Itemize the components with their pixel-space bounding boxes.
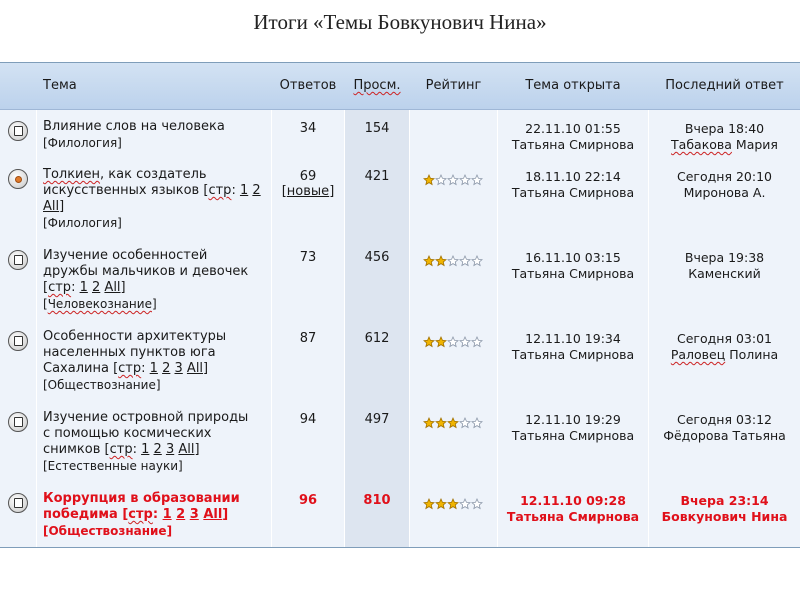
topic-title-word: Толкиен [43, 167, 101, 182]
category-name: Человекознание [47, 297, 152, 311]
views-count: 810 [363, 493, 391, 508]
last-reply-info [649, 331, 800, 363]
category-label[interactable]: [Филология] [43, 136, 122, 150]
replies-value: 96 [298, 493, 318, 508]
page-link-1[interactable]: 1 [141, 442, 150, 457]
page-link-2[interactable]: 2 [252, 183, 261, 198]
page-link-1[interactable]: 1 [79, 280, 88, 295]
page-link-3[interactable]: 3 [165, 442, 175, 457]
page-link-all[interactable]: All [104, 280, 121, 295]
last-reply-date[interactable]: Вчера 18:40 [684, 121, 765, 136]
replies-count [272, 250, 344, 265]
topic-title-line: населенных пунктов юга [43, 345, 216, 360]
category-label[interactable]: [Естественные науки] [43, 459, 183, 473]
topics-table [0, 62, 800, 548]
pages-prefix: стр [208, 183, 232, 198]
star-filled-icon [423, 498, 435, 510]
page-link-all[interactable]: All [43, 199, 60, 214]
opened-date: 12.11.10 19:34 [525, 331, 621, 346]
last-reply-info [649, 169, 800, 201]
opened-info [498, 169, 648, 201]
last-reply-date[interactable]: Сегодня 20:10 [677, 169, 772, 184]
category-label[interactable]: [Обществознание] [43, 524, 173, 538]
pages-nav: [стр: 1 2 All] [43, 183, 261, 214]
topic-icon [8, 493, 28, 513]
last-reply-author[interactable]: Табакова Мария [671, 137, 778, 152]
opened-author[interactable]: Татьяна Смирнова [506, 509, 640, 524]
topic-title-line: дружбы мальчиков и девочек [43, 264, 249, 279]
topic-cell [43, 248, 269, 313]
star-filled-icon [435, 417, 447, 429]
views-count: 154 [364, 121, 390, 136]
topic-icon [8, 412, 28, 432]
star-empty-icon [459, 498, 471, 510]
replies-count: 69 [новые] [281, 169, 335, 199]
opened-info [498, 121, 648, 153]
replies-value: 69 [299, 169, 317, 184]
page-link-1[interactable]: 1 [149, 361, 158, 376]
topic-cell [43, 491, 269, 540]
views-count: 497 [364, 412, 390, 427]
hot-topic-icon [8, 169, 28, 189]
topic-title-line: Влияние слов на человека [43, 119, 225, 134]
last-reply-date[interactable]: Вчера 19:38 [684, 250, 765, 265]
topic-link[interactable] [43, 167, 207, 198]
star-empty-icon [459, 174, 471, 186]
last-author-surname: Табакова [671, 137, 732, 152]
star-filled-icon [435, 255, 447, 267]
star-empty-icon [459, 336, 471, 348]
opened-date: 12.11.10 09:28 [520, 493, 626, 508]
replies-count [272, 121, 344, 136]
star-empty-icon [471, 498, 483, 510]
header-views[interactable] [345, 78, 409, 93]
replies-count [272, 412, 344, 427]
last-author-surname: Раловец [670, 347, 726, 362]
new-posts-link[interactable]: новые [286, 184, 330, 199]
header-topic[interactable]: Тема [43, 78, 77, 93]
last-reply-info [649, 250, 800, 282]
page-link-3[interactable]: 3 [174, 361, 183, 376]
opened-info [498, 412, 648, 444]
opened-author[interactable]: Татьяна Смирнова [511, 428, 635, 443]
topic-icon [8, 121, 28, 141]
opened-info [498, 250, 648, 282]
opened-date: 22.11.10 01:55 [525, 121, 621, 136]
pages-nav: [стр: 1 2 All] [43, 280, 126, 295]
topic-cell [43, 329, 269, 394]
star-empty-icon [471, 174, 483, 186]
last-reply-author[interactable]: Каменский [688, 266, 761, 281]
pages-prefix: стр [118, 361, 142, 376]
topic-title-line: Изучение островной природы [43, 410, 249, 425]
pages-prefix: стр [128, 507, 153, 522]
star-empty-icon [471, 336, 483, 348]
header-last-reply[interactable]: Последний ответ [665, 78, 784, 93]
replies-count [272, 493, 344, 508]
page-link-2[interactable]: 2 [162, 361, 171, 376]
opened-date: 12.11.10 19:29 [525, 412, 621, 427]
star-filled-icon [423, 417, 435, 429]
last-reply-info [649, 412, 800, 444]
star-filled-icon [435, 336, 447, 348]
topic-title-line: Коррупция в образовании [43, 491, 240, 506]
page-link-3[interactable]: 3 [189, 507, 199, 522]
topic-title-line: Толкиен, как создатель [43, 167, 207, 182]
last-reply-date[interactable]: Сегодня 03:12 [677, 412, 772, 427]
star-empty-icon [435, 174, 447, 186]
category-label[interactable]: [Человекознание] [43, 297, 157, 311]
topic-title-line: Сахалина [43, 361, 109, 376]
page-link-2[interactable]: 2 [92, 280, 101, 295]
page-link-2[interactable]: 2 [153, 442, 162, 457]
topic-icon [8, 331, 28, 351]
topic-title-line: Изучение особенностей [43, 248, 208, 263]
pages-prefix: стр [48, 280, 72, 295]
topic-cell [43, 167, 269, 232]
topic-link[interactable] [43, 248, 248, 279]
topic-title-line: Особенности архитектуры [43, 329, 227, 344]
header-rating[interactable]: Рейтинг [425, 78, 482, 93]
topic-title-line: искусственных языков [43, 183, 200, 198]
replies-value: 87 [299, 331, 317, 346]
opened-author[interactable]: Татьяна Смирнова [511, 347, 635, 362]
pages-prefix: стр [109, 442, 133, 457]
category-label[interactable]: [Филология] [43, 216, 122, 230]
rating-stars [423, 333, 483, 347]
star-filled-icon [447, 417, 459, 429]
pages-nav: [стр: 1 2 3 All] [108, 361, 209, 376]
opened-author[interactable]: Татьяна Смирнова [511, 137, 635, 152]
views-count: 456 [364, 250, 390, 265]
header-opened[interactable]: Тема открыта [525, 78, 621, 93]
star-empty-icon [447, 336, 459, 348]
opened-info [498, 331, 648, 363]
star-filled-icon [447, 498, 459, 510]
opened-date: 18.11.10 22:14 [525, 169, 621, 184]
category-label[interactable]: [Обществознание] [43, 378, 161, 392]
opened-author[interactable]: Татьяна Смирнова [511, 266, 635, 281]
star-empty-icon [471, 255, 483, 267]
topic-cell [43, 119, 269, 152]
topic-title-line: снимков [43, 442, 101, 457]
header-replies[interactable]: Ответов [279, 78, 337, 93]
rating-stars [423, 252, 483, 266]
replies-value: 94 [299, 412, 317, 427]
page-link-all[interactable]: All [178, 442, 195, 457]
star-empty-icon [471, 417, 483, 429]
page-link-1[interactable]: 1 [239, 183, 249, 198]
pages-nav: [стр: 1 2 3 All] [100, 442, 200, 457]
topic-link[interactable] [43, 119, 225, 134]
last-reply-author[interactable]: Раловец Полина [670, 347, 779, 362]
replies-value: 73 [299, 250, 317, 265]
rating-column [410, 63, 497, 547]
last-reply-author[interactable]: Миронова А. [683, 185, 766, 200]
rating-stars [423, 414, 483, 428]
page-link-1[interactable]: 1 [162, 507, 172, 522]
star-empty-icon [459, 255, 471, 267]
topic-title-line: победима [43, 507, 118, 522]
views-count: 612 [364, 331, 390, 346]
replies-value: 34 [299, 121, 317, 136]
table-header [0, 63, 800, 110]
star-empty-icon [447, 255, 459, 267]
opened-info [498, 493, 648, 525]
header-views-label: Просм. [353, 78, 401, 93]
star-filled-icon [423, 255, 435, 267]
replies-count [272, 331, 344, 346]
pages-nav: [стр: 1 2 3 All] [117, 507, 229, 522]
page-link-all[interactable]: All [186, 361, 204, 376]
topic-cell [43, 410, 269, 475]
page-link-2[interactable]: 2 [176, 507, 186, 522]
topic-title-line: с помощью космических [43, 426, 212, 441]
opened-date: 16.11.10 03:15 [525, 250, 621, 265]
opened-author[interactable]: Татьяна Смирнова [511, 185, 635, 200]
page-link-all[interactable]: All [203, 507, 223, 522]
views-count: 421 [364, 169, 390, 184]
last-reply-info [649, 121, 800, 153]
star-empty-icon [447, 174, 459, 186]
last-reply-date[interactable]: Вчера 23:14 [680, 493, 769, 508]
star-filled-icon [423, 174, 435, 186]
last-reply-author[interactable]: Бовкунович Нина [661, 509, 788, 524]
page-title: Итоги «Темы Бовкунович Нина» [253, 10, 547, 34]
rating-stars [423, 495, 483, 509]
last-reply-author[interactable]: Фёдорова Татьяна [663, 428, 786, 443]
rating-stars [423, 171, 483, 185]
star-empty-icon [459, 417, 471, 429]
topic-icon [8, 250, 28, 270]
last-reply-info [649, 493, 800, 525]
star-filled-icon [423, 336, 435, 348]
last-reply-date[interactable]: Сегодня 03:01 [677, 331, 772, 346]
star-filled-icon [435, 498, 447, 510]
